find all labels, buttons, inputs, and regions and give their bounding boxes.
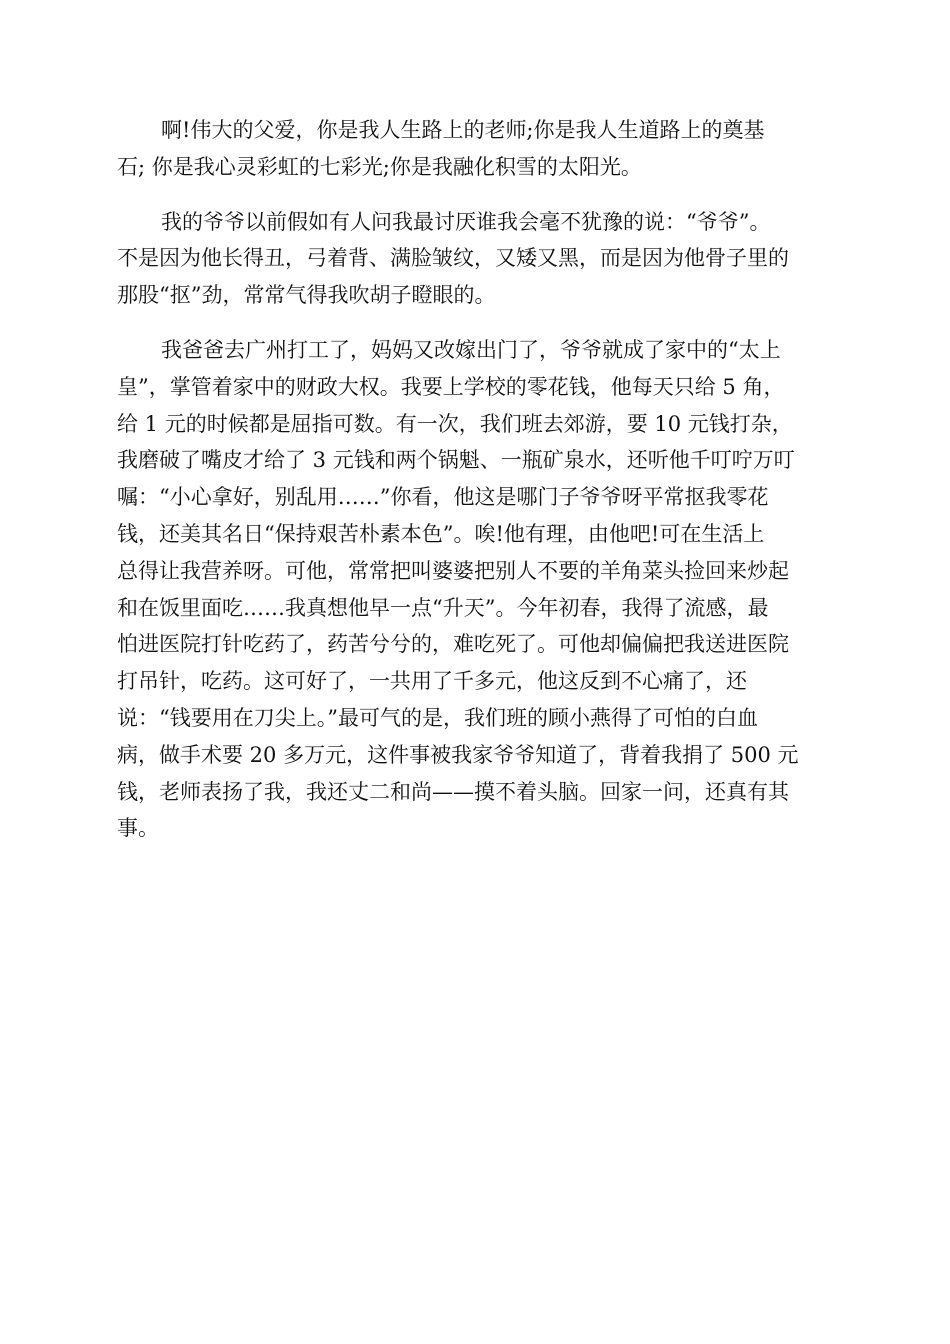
text-line: 给 1 元的时候都是屈指可数。有一次，我们班去郊游，要 10 元钱打杂， (117, 411, 793, 436)
text-line: 嘱：“小心拿好，别乱用……”你看，他这是哪门子爷爷呀平常抠我零花 (117, 485, 769, 510)
text-line: 钱，老师表扬了我，我还丈二和尚——摸不着头脑。回家一问，还真有其 (117, 779, 789, 804)
paragraph-1 (117, 112, 833, 186)
paragraph-2 (117, 204, 833, 314)
text-line: 总得让我营养呀。可他，常常把叫婆婆把别人不要的羊角菜头捡回来炒起 (117, 558, 789, 583)
text-line: 啊!伟大的父爱，你是我人生路上的老师;你是我人生道路上的奠基 (161, 118, 765, 142)
text-line: 我爸爸去广州打工了，妈妈又改嫁出门了，爷爷就成了家中的“太上 (161, 337, 781, 362)
text-line: 钱，还美其名日“保持艰苦朴素本色”。唉!他有理，由他吧!可在生活上 (117, 521, 765, 546)
text-line: 不是因为他长得丑，弓着背、满脸皱纹，又矮又黑，而是因为他骨子里的 (117, 246, 789, 271)
text-line: 病，做手术要 20 多万元，这件事被我家爷爷知道了，背着我捐了 500 元 (117, 742, 799, 767)
text-line: 皇”，掌管着家中的财政大权。我要上学校的零花钱，他每天只给 5 角， (117, 374, 785, 399)
text-line: 我的爷爷以前假如有人问我最讨厌谁我会毫不犹豫的说：“爷爷”。 (161, 209, 771, 234)
text-line: 那股“抠”劲，常常气得我吹胡子瞪眼的。 (117, 283, 496, 308)
text-line: 和在饭里面吃……我真想他早一点“升天”。今年初春，我得了流感，最 (117, 595, 769, 620)
document-body (117, 112, 833, 865)
text-line: 说：“钱要用在刀尖上。”最可气的是，我们班的顾小燕得了可怕的白血 (117, 705, 758, 730)
text-line: 事。 (117, 816, 159, 841)
text-line: 石; 你是我心灵彩虹的七彩光;你是我融化积雪的太阳光。 (117, 154, 642, 179)
text-line: 打吊针，吃药。这可好了，一共用了千多元，他这反到不心痛了，还 (117, 669, 747, 694)
paragraph-3 (117, 332, 833, 847)
text-line: 怕进医院打针吃药了，药苦兮兮的，难吃死了。可他却偏偏把我送进医院 (117, 632, 789, 657)
text-line: 我磨破了嘴皮才给了 3 元钱和两个锅魁、一瓶矿泉水，还听他千叮咛万叮 (117, 448, 795, 473)
